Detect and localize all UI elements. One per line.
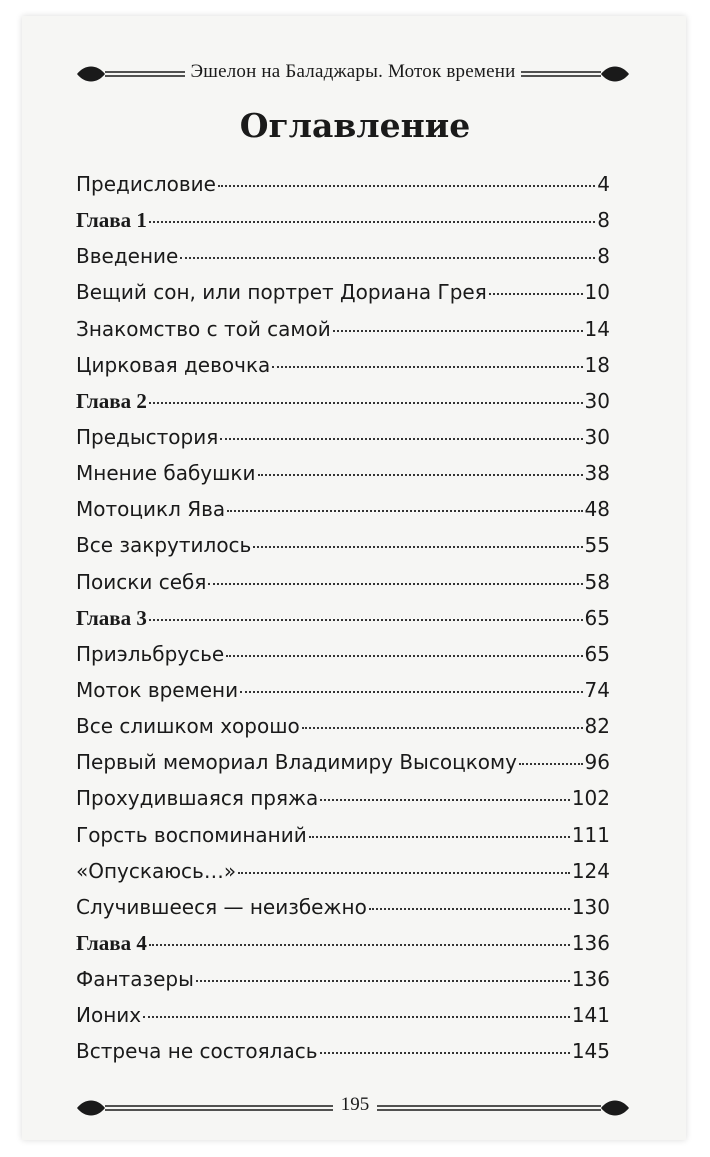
toc-entry-page: 65 [584, 605, 610, 630]
dot-leader [369, 908, 570, 910]
dot-leader [218, 185, 595, 187]
dot-leader [309, 836, 570, 838]
toc-entry-page: 18 [584, 352, 610, 377]
toc-entry-page: 124 [571, 858, 610, 883]
toc-entry [76, 497, 610, 533]
toc-entry-page: 10 [584, 280, 610, 305]
toc-entry-label: Мнение бабушки [76, 461, 256, 486]
toc-entry [76, 461, 610, 497]
toc-entry-page: 141 [571, 1003, 610, 1028]
dot-leader [333, 330, 583, 332]
toc-entry [76, 642, 610, 678]
dot-leader [238, 872, 570, 874]
toc-entry [76, 606, 610, 642]
toc-entry [76, 823, 610, 859]
toc-entry-page: 111 [571, 822, 610, 847]
toc-entry-label: Горсть воспоминаний [76, 822, 307, 847]
toc-entry-label: Ионих [76, 1003, 142, 1028]
toc-entry [76, 714, 610, 750]
dot-leader [240, 691, 582, 693]
toc-entry [76, 967, 610, 1003]
toc-entry-label: Встреча не состоялась [76, 1039, 318, 1064]
dot-leader [226, 655, 582, 657]
dot-leader [272, 366, 582, 368]
toc-entry-page: 82 [584, 714, 610, 739]
toc-entry-label: Приэльбрусье [76, 641, 225, 666]
dot-leader [320, 1052, 570, 1054]
toc-entry [76, 1039, 610, 1075]
dot-leader [253, 546, 582, 548]
dot-leader [519, 763, 583, 765]
toc-entry-label: Цирковая девочка [76, 352, 271, 377]
toc-entry-label: Предыстория [76, 424, 219, 449]
dot-leader [220, 438, 582, 440]
toc-entry-page: 55 [584, 533, 610, 558]
toc-entry [76, 353, 610, 389]
dot-leader [320, 799, 570, 801]
dot-leader [489, 293, 583, 295]
toc-entry-label: Глава 2 [76, 388, 147, 413]
toc-entry-page: 136 [571, 967, 610, 992]
toc-entry-page: 8 [597, 244, 610, 269]
toc-entry-page: 102 [571, 786, 610, 811]
toc-entry [76, 389, 610, 425]
dot-leader [302, 727, 583, 729]
toc-entry-label: Случившееся — неизбежно [76, 894, 367, 919]
page-number-text: 195 [333, 1094, 378, 1115]
toc-entry [76, 317, 610, 353]
dot-leader [149, 402, 583, 404]
toc-entry [76, 895, 610, 931]
toc-entry-label: Все закрутилось [76, 533, 252, 558]
toc-entry [76, 570, 610, 606]
dot-leader [143, 1016, 570, 1018]
toc-entry [76, 172, 610, 208]
toc-entry [76, 244, 610, 280]
dot-leader [208, 583, 582, 585]
toc-entry-label: Вещий сон, или портрет Дориана Грея [76, 280, 487, 305]
toc-entry-label: Введение [76, 244, 179, 269]
running-title: Эшелон на Баладжары. Моток времени [185, 61, 522, 82]
toc-entry-page: 14 [584, 316, 610, 341]
toc-entry-label: Глава 3 [76, 605, 147, 630]
toc-entry-page: 136 [571, 930, 610, 955]
toc-entry-label: Моток времени [76, 677, 239, 702]
dot-leader [149, 944, 570, 946]
toc-entry [76, 533, 610, 569]
toc-entry-page: 74 [584, 677, 610, 702]
dot-leader [196, 980, 570, 982]
toc-entry-label: Глава 1 [76, 208, 147, 233]
toc-entry-label: Прохудившаяся пряжа [76, 786, 319, 811]
dot-leader [149, 221, 595, 223]
toc-entry-label: Знакомство с той самой [76, 316, 331, 341]
toc-entry-label: Глава 4 [76, 930, 147, 955]
toc-entry-label: Фантазеры [76, 967, 194, 992]
page-number [0, 1094, 710, 1116]
toc-entry-label: Мотоцикл Ява [76, 497, 226, 522]
toc-entry-label: Поиски себя [76, 569, 207, 594]
toc-entry [76, 931, 610, 967]
toc-entry-page: 38 [584, 461, 610, 486]
toc-entry-label: Первый мемориал Владимиру Высоцкому [76, 750, 517, 775]
toc-entry-page: 130 [571, 894, 610, 919]
dot-leader [149, 619, 583, 621]
toc-entry [76, 859, 610, 895]
toc-entry-label: «Опускаюсь…» [76, 858, 237, 883]
toc-entry-label: Все слишком хорошо [76, 714, 300, 739]
toc-entry-page: 30 [584, 424, 610, 449]
toc-entry-page: 4 [597, 172, 610, 196]
toc-entry-page: 96 [584, 750, 610, 775]
toc-list [76, 172, 610, 1076]
toc-entry-page: 58 [584, 569, 610, 594]
toc-entry-page: 30 [584, 388, 610, 413]
toc-entry [76, 678, 610, 714]
toc-entry [76, 425, 610, 461]
running-head [75, 61, 631, 83]
toc-entry-page: 8 [597, 208, 610, 233]
toc-entry [76, 208, 610, 244]
dot-leader [180, 257, 595, 259]
toc-entry [76, 786, 610, 822]
dot-leader [258, 474, 583, 476]
toc-entry-page: 65 [584, 641, 610, 666]
toc-entry-page: 145 [571, 1039, 610, 1064]
toc-entry-label: Предисловие [76, 172, 216, 196]
toc-entry-page: 48 [584, 497, 610, 522]
toc-entry [76, 280, 610, 316]
toc-entry [76, 1003, 610, 1039]
dot-leader [227, 510, 582, 512]
toc-title: Оглавление [239, 106, 471, 145]
toc-entry [76, 750, 610, 786]
